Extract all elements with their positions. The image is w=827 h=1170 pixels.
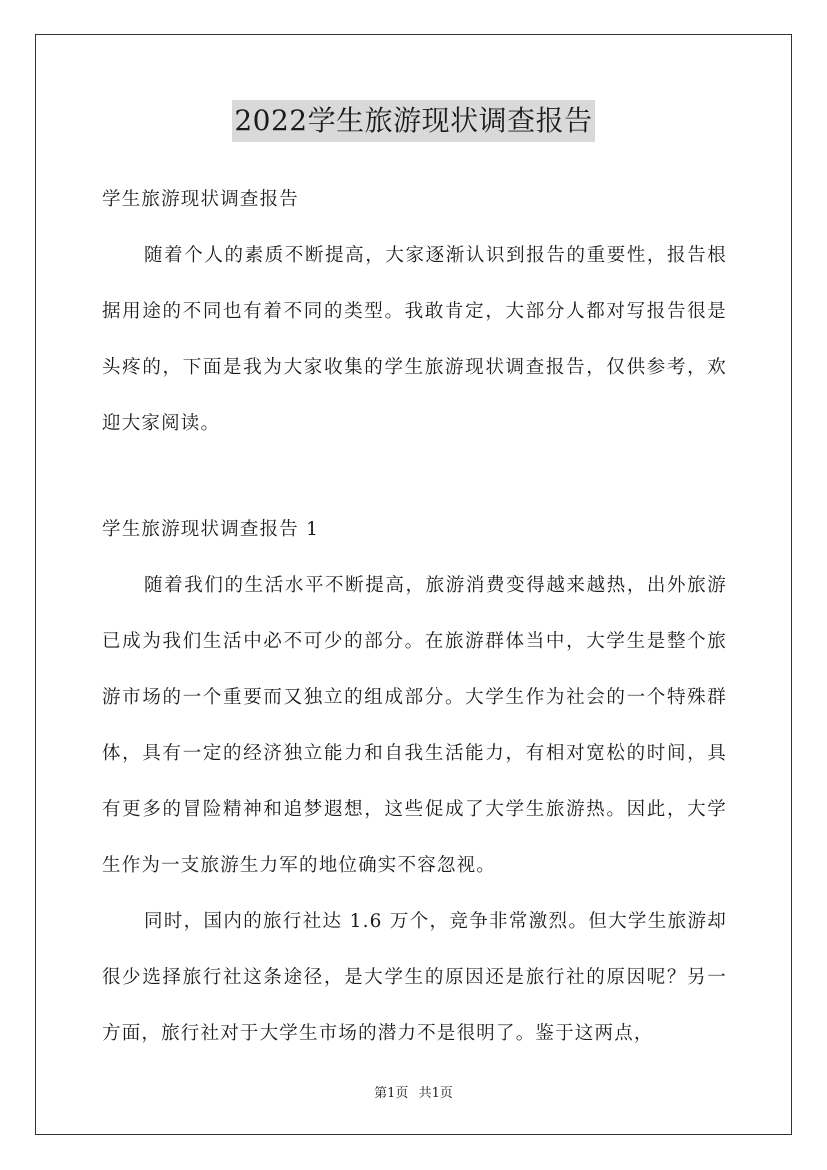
section-heading: 学生旅游现状调查报告 1 xyxy=(102,519,320,540)
subtitle: 学生旅游现状调查报告 xyxy=(102,189,300,210)
section-paragraph-2: 同时，国内的旅行社达 1.6 万个，竞争非常激烈。但大学生旅游却很少选择旅行社这条途径，是大学生的原因还是旅行社的原因呢？另一方面，旅行社对于大学生市场的潜力不是很明了。鉴于这两点， xyxy=(102,911,727,1044)
page-number: 第1页 xyxy=(374,1086,409,1101)
intro-paragraph: 随着个人的素质不断提高，大家逐渐认识到报告的重要性，报告根据用途的不同也有着不同的类型。我敢肯定，大部分人都对写报告很是头疼的，下面是我为大家收集的学生旅游现状调查报告，仅供参考，欢迎大家阅读。 xyxy=(102,245,727,434)
page-total: 共1页 xyxy=(418,1086,453,1101)
page-footer xyxy=(0,1082,827,1101)
section-spacer xyxy=(102,452,727,502)
document-title: 2022学生旅游现状调查报告 xyxy=(232,100,594,142)
document-body xyxy=(102,172,727,1062)
section-paragraph-1: 随着我们的生活水平不断提高，旅游消费变得越来越热，出外旅游已成为我们生活中必不可少的部分。在旅游群体当中，大学生是整个旅游市场的一个重要而又独立的组成部分。大学生作为社会的一个特殊群体，具有一定的经济独立能力和自我生活能力，有相对宽松的时间，具有更多的冒险精神和追梦遐想，这些促成了大学生旅游热。因此，大学生作为一支旅游生力军的地位确实不容忽视。 xyxy=(102,575,727,876)
title-container xyxy=(0,100,827,142)
